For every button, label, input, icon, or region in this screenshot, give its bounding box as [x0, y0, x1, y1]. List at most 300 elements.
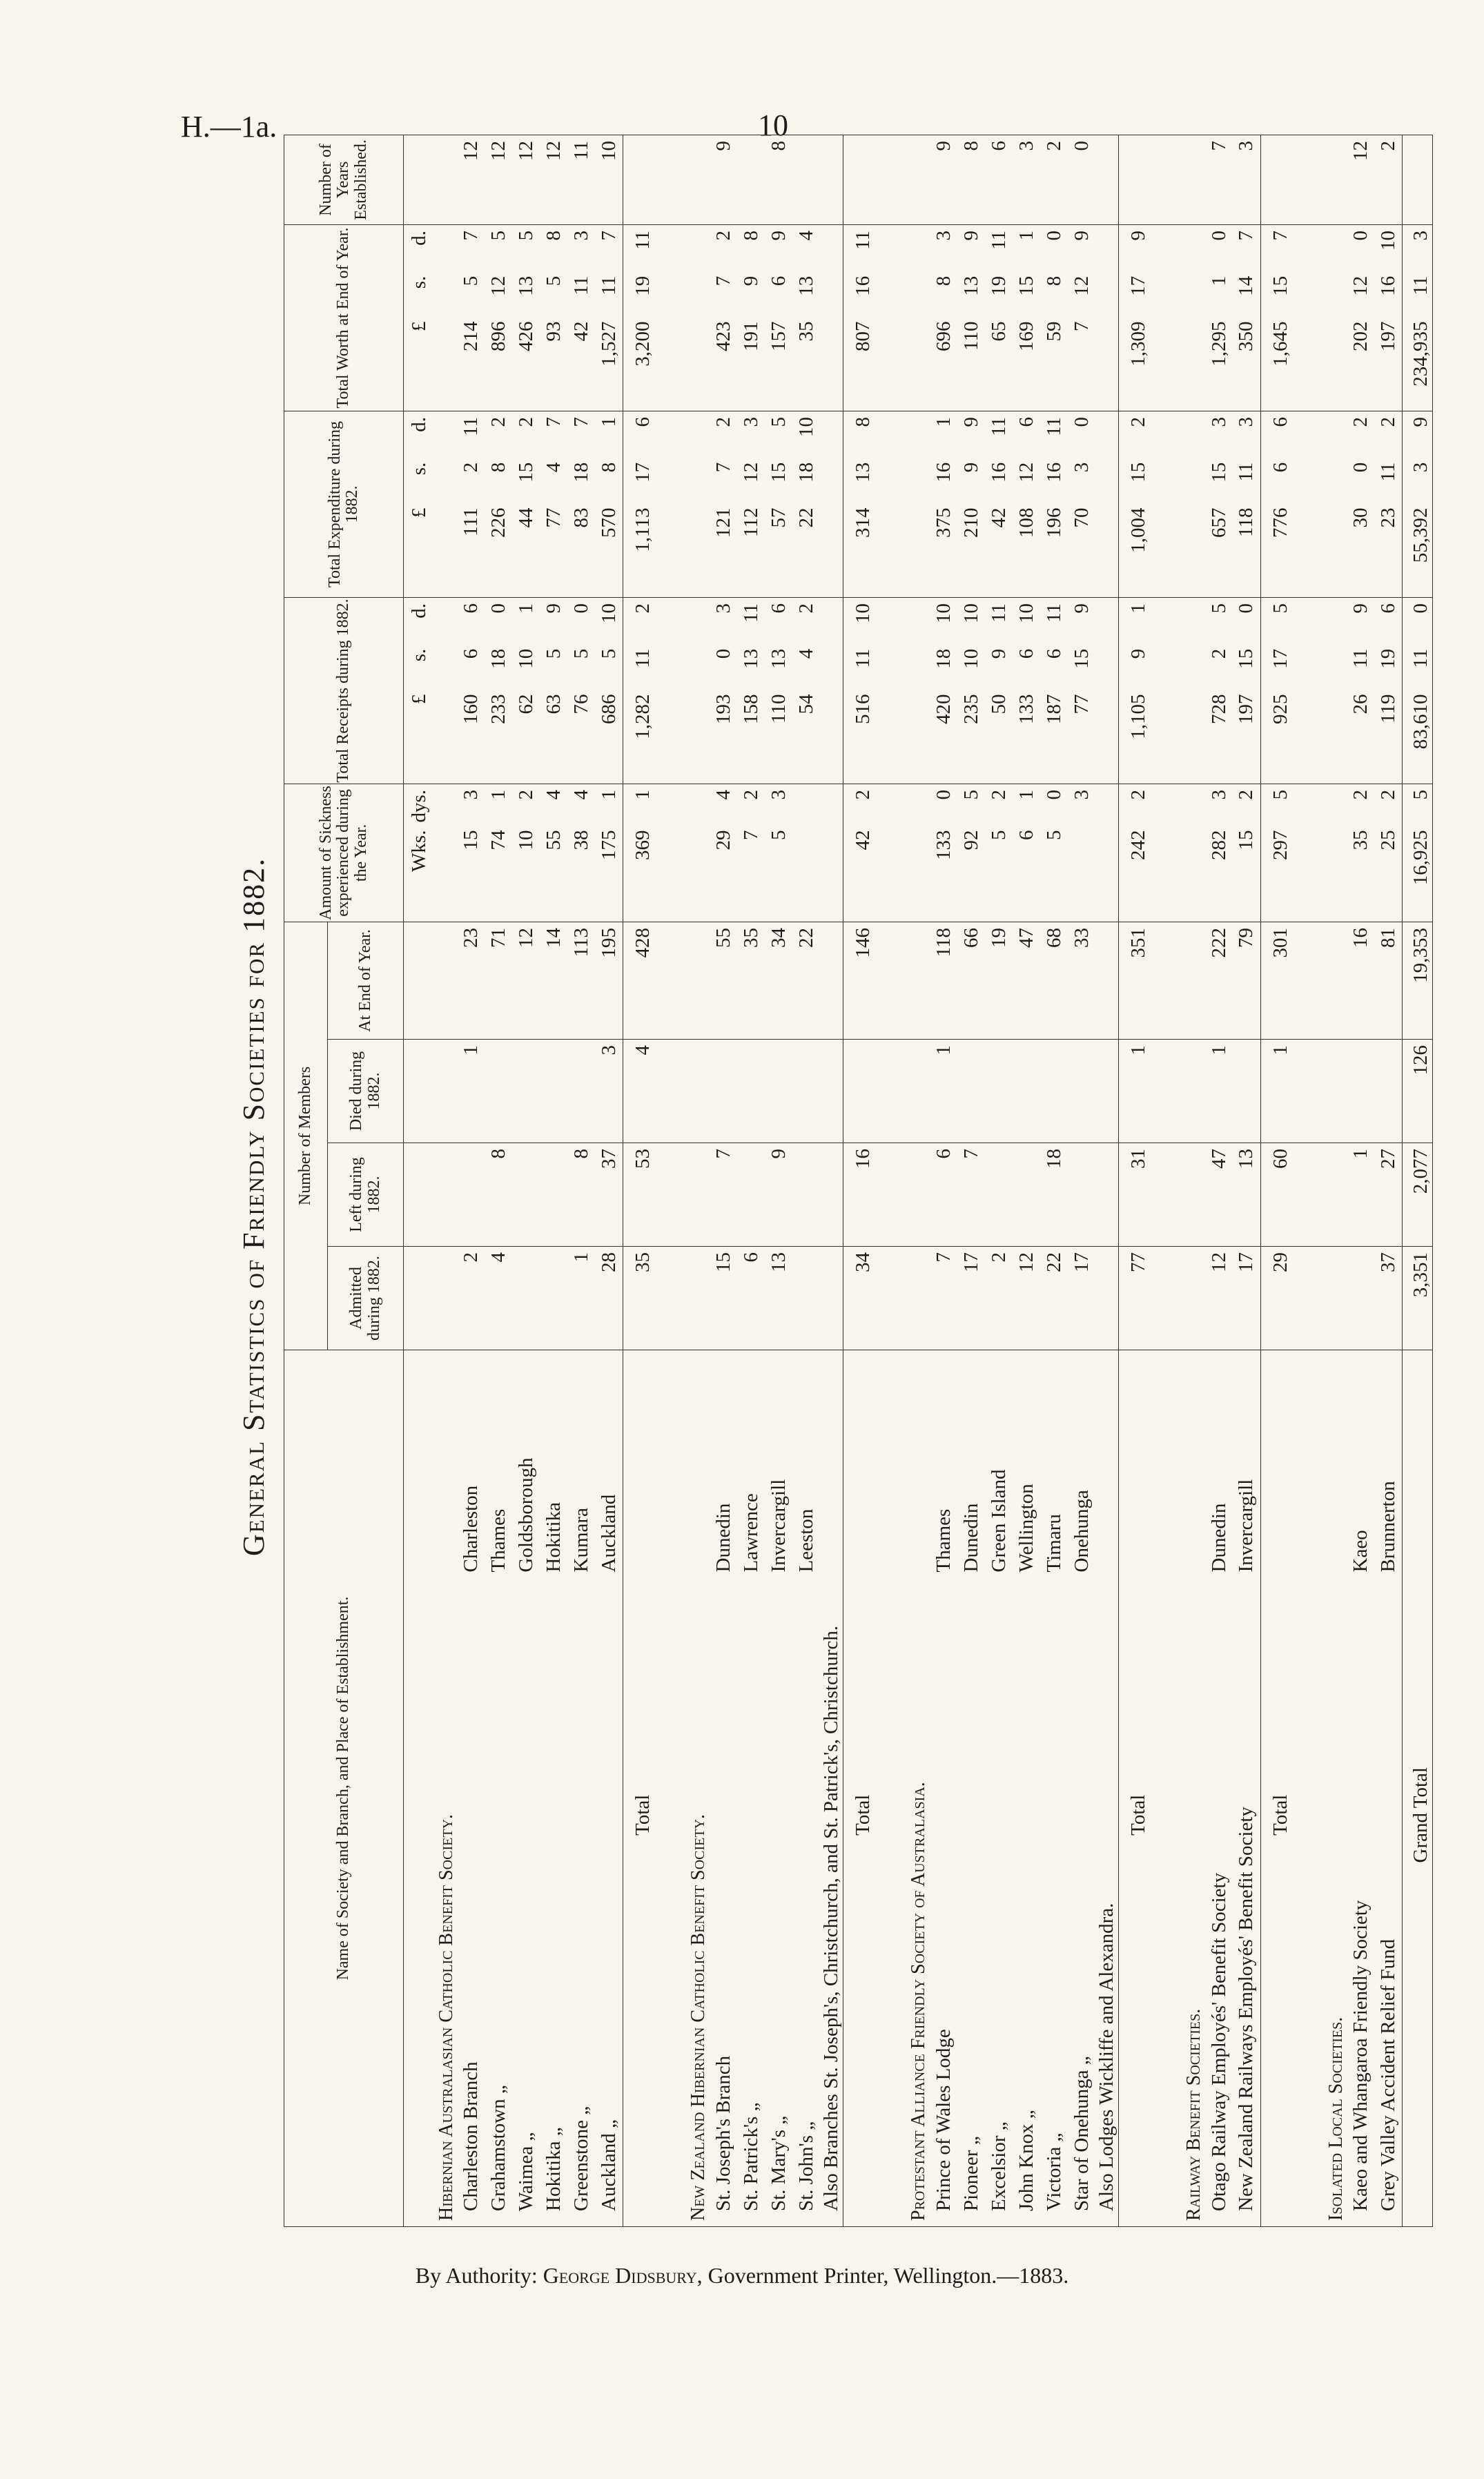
sickness-value-part: 5 — [1042, 830, 1065, 841]
expenditure-total-part: 3 — [1409, 462, 1432, 473]
worth-value-part: 157 — [767, 321, 790, 351]
worth-total — [1260, 224, 1300, 411]
sickness-value-part: 74 — [487, 830, 509, 850]
blank — [883, 597, 930, 784]
sickness-value-part: 5 — [767, 830, 790, 841]
end-count: 195 — [596, 922, 623, 1039]
worth-value — [1068, 224, 1095, 411]
blank — [820, 922, 843, 1039]
sickness-total-part: 5 — [1269, 789, 1291, 800]
blank — [1300, 597, 1347, 784]
left-count: 6 — [930, 1143, 957, 1247]
expenditure-value-part: 30 — [1349, 507, 1371, 528]
receipts-value-part: 19 — [1376, 648, 1399, 669]
sickness-value-part: 2 — [739, 789, 762, 800]
sickness-value-part: 2 — [1235, 789, 1258, 800]
died-count: 1 — [458, 1040, 485, 1143]
society-name: Grey Valley Accident Relief Fund — [1376, 1938, 1399, 2211]
sickness-value — [710, 784, 737, 922]
expenditure-total-part: 6 — [1269, 416, 1291, 427]
admitted-count: 28 — [596, 1247, 623, 1350]
establishment-place: Invercargill — [767, 1479, 790, 1573]
grand-total-row — [1403, 135, 1433, 2226]
table-title: General Statistics of Friendly Societies for 1882. — [237, 857, 271, 1557]
end-count: 14 — [540, 922, 568, 1039]
expenditure-total-part: 6 — [632, 416, 654, 427]
worth-value-part: 191 — [739, 321, 762, 351]
society-name: St. John's „ — [794, 2121, 817, 2211]
expenditure-value-part: 12 — [739, 462, 762, 483]
expenditure-value — [710, 411, 737, 597]
years-blank — [843, 135, 883, 224]
expenditure-value-part: 44 — [515, 507, 537, 528]
units-expenditure — [404, 411, 436, 597]
worth-value-part: 13 — [515, 275, 537, 296]
table-row — [513, 135, 540, 2226]
header-admitted: Admitted during 1882. — [328, 1247, 404, 1350]
admitted-count: 17 — [1068, 1247, 1095, 1350]
expenditure-value-part: 1 — [932, 416, 955, 427]
receipts-value — [792, 597, 820, 784]
years-count: 12 — [513, 135, 540, 224]
blank — [1300, 1143, 1347, 1247]
left-count — [985, 1143, 1013, 1247]
admitted-count — [1347, 1247, 1375, 1350]
worth-value — [957, 224, 985, 411]
receipts-value-part: 63 — [543, 694, 565, 714]
expenditure-total-part: 13 — [852, 462, 874, 483]
blank — [883, 411, 930, 597]
expenditure-value-part: 210 — [959, 507, 982, 538]
section-total-row — [843, 135, 883, 2226]
worth-total — [1119, 224, 1159, 411]
worth-total-part: 16 — [852, 275, 874, 296]
sickness-value — [1013, 784, 1040, 922]
sickness-value — [737, 784, 765, 922]
establishment-place: Auckland — [597, 1494, 620, 1573]
end-count: 55 — [710, 922, 737, 1039]
receipts-value-part: 0 — [1235, 603, 1258, 614]
worth-value-part: 3 — [932, 230, 955, 241]
section-heading-row — [883, 135, 930, 2226]
worth-value-part: 15 — [1015, 275, 1037, 296]
blank — [663, 922, 710, 1039]
receipts-value — [957, 597, 985, 784]
receipts-value — [1013, 597, 1040, 784]
expenditure-value-part: 118 — [1235, 507, 1258, 537]
worth-value — [1205, 224, 1233, 411]
units-expenditure-part: £ — [408, 507, 431, 518]
table-row — [792, 135, 820, 2226]
blank — [663, 411, 710, 597]
years-blank — [1260, 135, 1300, 224]
years-blank — [1403, 135, 1433, 224]
receipts-value-part: 50 — [987, 694, 1010, 714]
worth-value-part: 5 — [487, 230, 509, 241]
receipts-value-part: 9 — [987, 648, 1010, 659]
worth-value-part: 7 — [460, 230, 482, 241]
units-worth — [404, 224, 436, 411]
total-label: Total — [1119, 1578, 1159, 2227]
expenditure-value-part: 83 — [570, 507, 592, 528]
footer-authority: George Didsbury — [543, 2263, 697, 2288]
blank — [663, 784, 710, 922]
worth-total-part: 807 — [852, 321, 874, 351]
sickness-value-part: 38 — [570, 830, 592, 850]
receipts-value-part: 6 — [460, 648, 482, 659]
sickness-value-part: 4 — [712, 789, 734, 800]
expenditure-total — [1260, 411, 1300, 597]
sickness-value-part: 4 — [570, 789, 592, 800]
end-total: 351 — [1119, 922, 1159, 1039]
expenditure-value — [765, 411, 792, 597]
blank — [883, 1143, 930, 1247]
died-count — [985, 1040, 1013, 1143]
worth-total-part: 9 — [1127, 230, 1149, 241]
expenditure-value — [1233, 411, 1260, 597]
blank — [1158, 135, 1205, 224]
left-total: 53 — [623, 1143, 663, 1247]
worth-value-part: 16 — [1376, 275, 1399, 296]
sickness-value-part: 15 — [460, 830, 482, 850]
end-total: 19,353 — [1403, 922, 1433, 1039]
society-name: New Zealand Railways Employés' Benefit Society — [1235, 1807, 1258, 2211]
admitted-count: 17 — [1233, 1247, 1260, 1350]
sickness-value-part: 4 — [543, 789, 565, 800]
society-name: Excelsior „ — [987, 2121, 1010, 2211]
expenditure-value — [568, 411, 596, 597]
expenditure-total-part: 776 — [1269, 507, 1291, 538]
admitted-count: 2 — [458, 1247, 485, 1350]
expenditure-value-part: 7 — [570, 416, 592, 427]
establishment-place: Charleston — [460, 1485, 482, 1573]
left-count — [737, 1143, 765, 1247]
worth-value-part: 1,295 — [1207, 321, 1230, 367]
sickness-value — [1068, 784, 1095, 922]
expenditure-value-part: 11 — [1235, 462, 1258, 482]
worth-value — [596, 224, 623, 411]
years-count: 3 — [1233, 135, 1260, 224]
receipts-value-part: 420 — [932, 694, 955, 724]
receipts-value-part: 197 — [1235, 694, 1258, 724]
years-count: 9 — [710, 135, 737, 224]
receipts-value-part: 4 — [794, 648, 817, 659]
died-count — [710, 1040, 737, 1143]
receipts-value-part: 26 — [1349, 694, 1371, 714]
died-count — [1233, 1040, 1260, 1143]
sickness-value — [1233, 784, 1260, 922]
note-row — [820, 135, 843, 2226]
society-name: St. Joseph's Branch — [712, 2055, 734, 2211]
end-total: 301 — [1260, 922, 1300, 1039]
worth-value-part: 9 — [767, 230, 790, 241]
sickness-value — [596, 784, 623, 922]
worth-total-part: 19 — [632, 275, 654, 296]
receipts-value-part: 13 — [767, 648, 790, 669]
expenditure-value — [737, 411, 765, 597]
worth-value-part: 59 — [1042, 321, 1065, 342]
expenditure-total-part: 9 — [1409, 416, 1432, 427]
years-count: 10 — [596, 135, 623, 224]
expenditure-value-part: 22 — [794, 507, 817, 528]
units-receipts — [404, 597, 436, 784]
worth-value-part: 423 — [712, 321, 734, 351]
receipts-value-part: 6 — [460, 603, 482, 614]
blank — [820, 1143, 843, 1247]
died-count — [1375, 1040, 1403, 1143]
units-blank — [404, 1040, 436, 1143]
admitted-count: 7 — [930, 1247, 957, 1350]
worth-value — [1040, 224, 1068, 411]
units-worth-part: £ — [408, 321, 431, 331]
society-name: Victoria „ — [1042, 2132, 1065, 2211]
receipts-value-part: 11 — [739, 603, 762, 623]
worth-value — [485, 224, 513, 411]
receipts-value-part: 77 — [1070, 694, 1093, 714]
worth-value-part: 0 — [1042, 230, 1065, 241]
blank — [1095, 411, 1119, 597]
end-count: 33 — [1068, 922, 1095, 1039]
blank — [883, 224, 930, 411]
expenditure-value-part: 5 — [767, 416, 790, 427]
died-total: 126 — [1403, 1040, 1433, 1143]
receipts-value-part: 187 — [1042, 694, 1065, 724]
establishment-place: Brunnerton — [1376, 1481, 1399, 1573]
units-receipts-part: £ — [408, 694, 431, 704]
expenditure-value-part: 2 — [712, 416, 734, 427]
units-expenditure-part: s. — [408, 462, 431, 476]
worth-total-part: 11 — [632, 230, 654, 250]
blank — [1158, 411, 1205, 597]
blank — [436, 411, 458, 597]
expenditure-value-part: 3 — [1070, 462, 1093, 473]
years-count — [737, 135, 765, 224]
receipts-value-part: 10 — [515, 648, 537, 669]
society-name: John Knox „ — [1015, 2110, 1037, 2211]
sickness-value — [540, 784, 568, 922]
expenditure-value — [1347, 411, 1375, 597]
receipts-value-part: 18 — [932, 648, 955, 669]
receipts-value-part: 5 — [543, 648, 565, 659]
blank — [1095, 135, 1119, 224]
table-row — [737, 135, 765, 2226]
worth-value-part: 9 — [959, 230, 982, 241]
receipts-value-part: 158 — [739, 694, 762, 724]
header-years: Number of Years Established. — [284, 135, 404, 224]
expenditure-value — [930, 411, 957, 597]
blank — [883, 784, 930, 922]
sickness-value-part: 92 — [959, 830, 982, 850]
expenditure-value — [1068, 411, 1095, 597]
expenditure-value-part: 12 — [1015, 462, 1037, 483]
worth-total — [843, 224, 883, 411]
table-row — [485, 135, 513, 2226]
section-note: Also Branches St. Joseph's, Christchurch, and St. Patrick's, Christchurch. — [820, 1625, 842, 2211]
left-count: 7 — [957, 1143, 985, 1247]
receipts-value-part: 5 — [570, 648, 592, 659]
expenditure-value-part: 570 — [597, 507, 620, 538]
section-total-row — [1260, 135, 1300, 2226]
blank — [1095, 1040, 1119, 1143]
table-row — [1013, 135, 1040, 2226]
worth-value — [1375, 224, 1403, 411]
units-blank — [404, 922, 436, 1039]
receipts-value-part: 13 — [739, 648, 762, 669]
admitted-count: 12 — [1013, 1247, 1040, 1350]
expenditure-value-part: 2 — [1376, 416, 1399, 427]
establishment-place: Dunedin — [712, 1503, 734, 1573]
worth-value-part: 8 — [543, 230, 565, 241]
table-row — [596, 135, 623, 2226]
years-blank — [1119, 135, 1159, 224]
worth-value-part: 197 — [1376, 321, 1399, 351]
end-count: 47 — [1013, 922, 1040, 1039]
end-count: 222 — [1205, 922, 1233, 1039]
sickness-total-part: 297 — [1269, 830, 1291, 861]
worth-value-part: 4 — [794, 230, 817, 241]
worth-value-part: 2 — [712, 230, 734, 241]
society-name: Pioneer „ — [959, 2136, 982, 2211]
establishment-place: Wellington — [1015, 1484, 1037, 1573]
establishment-place: Green Island — [987, 1469, 1010, 1573]
expenditure-total-part: 2 — [1127, 416, 1149, 427]
expenditure-value — [985, 411, 1013, 597]
worth-total-part: 15 — [1269, 275, 1291, 296]
receipts-value-part: 6 — [1015, 648, 1037, 659]
sickness-value-part: 1 — [597, 789, 620, 800]
sickness-value — [513, 784, 540, 922]
sickness-value — [957, 784, 985, 922]
expenditure-value-part: 1 — [597, 416, 620, 427]
worth-value-part: 9 — [1070, 230, 1093, 241]
years-count: 12 — [485, 135, 513, 224]
establishment-place: Kumara — [570, 1508, 592, 1573]
establishment-place: Dunedin — [959, 1503, 982, 1573]
sickness-value-part: 25 — [1376, 830, 1399, 850]
blank — [1300, 1040, 1347, 1143]
years-count: 2 — [1375, 135, 1403, 224]
total-blank — [843, 1350, 883, 1578]
table-row — [540, 135, 568, 2226]
years-count: 9 — [930, 135, 957, 224]
expenditure-value-part: 7 — [712, 462, 734, 473]
society-name: Greenstone „ — [570, 2106, 592, 2211]
blank — [663, 224, 710, 411]
end-count: 22 — [792, 922, 820, 1039]
receipts-total-part: 1 — [1127, 603, 1149, 614]
expenditure-value-part: 11 — [987, 416, 1010, 436]
receipts-value — [596, 597, 623, 784]
years-count: 0 — [1068, 135, 1095, 224]
worth-total-part: 3,200 — [632, 321, 654, 367]
blank — [820, 1040, 843, 1143]
died-count — [513, 1040, 540, 1143]
blank — [883, 135, 930, 224]
end-count: 118 — [930, 922, 957, 1039]
left-count: 8 — [568, 1143, 596, 1247]
receipts-value-part: 15 — [1235, 648, 1258, 669]
society-name: Otago Railway Employés' Benefit Society — [1207, 1872, 1230, 2211]
blank — [436, 1247, 458, 1350]
sickness-value-part: 133 — [932, 830, 955, 861]
blank — [1300, 784, 1347, 922]
section-heading: Isolated Local Societies. — [1325, 2016, 1347, 2221]
expenditure-value-part: 375 — [932, 507, 955, 538]
years-count: 6 — [985, 135, 1013, 224]
table-row — [985, 135, 1013, 2226]
expenditure-total — [843, 411, 883, 597]
receipts-value-part: 15 — [1070, 648, 1093, 669]
worth-value-part: 1 — [1207, 275, 1230, 286]
rotated-table-block — [224, 139, 1432, 2227]
section-heading-row — [436, 135, 458, 2226]
expenditure-value-part: 16 — [1042, 462, 1065, 483]
receipts-value — [1040, 597, 1068, 784]
sickness-value — [930, 784, 957, 922]
blank — [1158, 784, 1205, 922]
blank — [1095, 922, 1119, 1039]
table-row — [957, 135, 985, 2226]
section-heading-row — [1300, 135, 1347, 2226]
worth-value — [710, 224, 737, 411]
society-name: Grahamstown „ — [487, 2085, 509, 2211]
blank — [1158, 224, 1205, 411]
sickness-total-part: 1 — [632, 789, 654, 800]
died-count: 3 — [596, 1040, 623, 1143]
end-count: 66 — [957, 922, 985, 1039]
worth-value-part: 8 — [739, 230, 762, 241]
receipts-value-part: 110 — [767, 694, 790, 723]
establishment-place: Hokitika — [543, 1502, 565, 1573]
sickness-value-part: 0 — [932, 789, 955, 800]
society-name: Hokitika „ — [543, 2127, 565, 2211]
total-label: Total — [623, 1578, 663, 2227]
expenditure-value-part: 18 — [794, 462, 817, 483]
receipts-value-part: 3 — [712, 603, 734, 614]
units-sickness-part: dys. — [408, 789, 431, 823]
expenditure-value-part: 15 — [515, 462, 537, 483]
died-count — [568, 1040, 596, 1143]
receipts-value-part: 11 — [1349, 648, 1371, 668]
receipts-total-part: 2 — [632, 603, 654, 614]
receipts-total-part: 516 — [852, 694, 874, 724]
worth-value — [540, 224, 568, 411]
expenditure-value-part: 10 — [794, 416, 817, 437]
receipts-value-part: 9 — [543, 603, 565, 614]
expenditure-value-part: 9 — [959, 462, 982, 473]
sickness-value-part: 7 — [739, 830, 762, 841]
receipts-total-part: 11 — [632, 648, 654, 668]
worth-value-part: 350 — [1235, 321, 1258, 351]
expenditure-value-part: 11 — [460, 416, 482, 436]
end-count: 68 — [1040, 922, 1068, 1039]
blank — [1095, 224, 1119, 411]
receipts-value-part: 18 — [487, 648, 509, 669]
worth-total-part: 17 — [1127, 275, 1149, 296]
worth-total-part: 3 — [1409, 230, 1432, 241]
blank — [1158, 1247, 1205, 1350]
end-count: 12 — [513, 922, 540, 1039]
receipts-value-part: 11 — [987, 603, 1010, 623]
worth-value — [930, 224, 957, 411]
worth-value — [985, 224, 1013, 411]
worth-value-part: 11 — [597, 275, 620, 295]
society-name: Prince of Wales Lodge — [932, 2029, 955, 2211]
sickness-total-part: 2 — [1127, 789, 1149, 800]
end-count: 16 — [1347, 922, 1375, 1039]
blank — [1158, 1040, 1205, 1143]
end-count: 71 — [485, 922, 513, 1039]
